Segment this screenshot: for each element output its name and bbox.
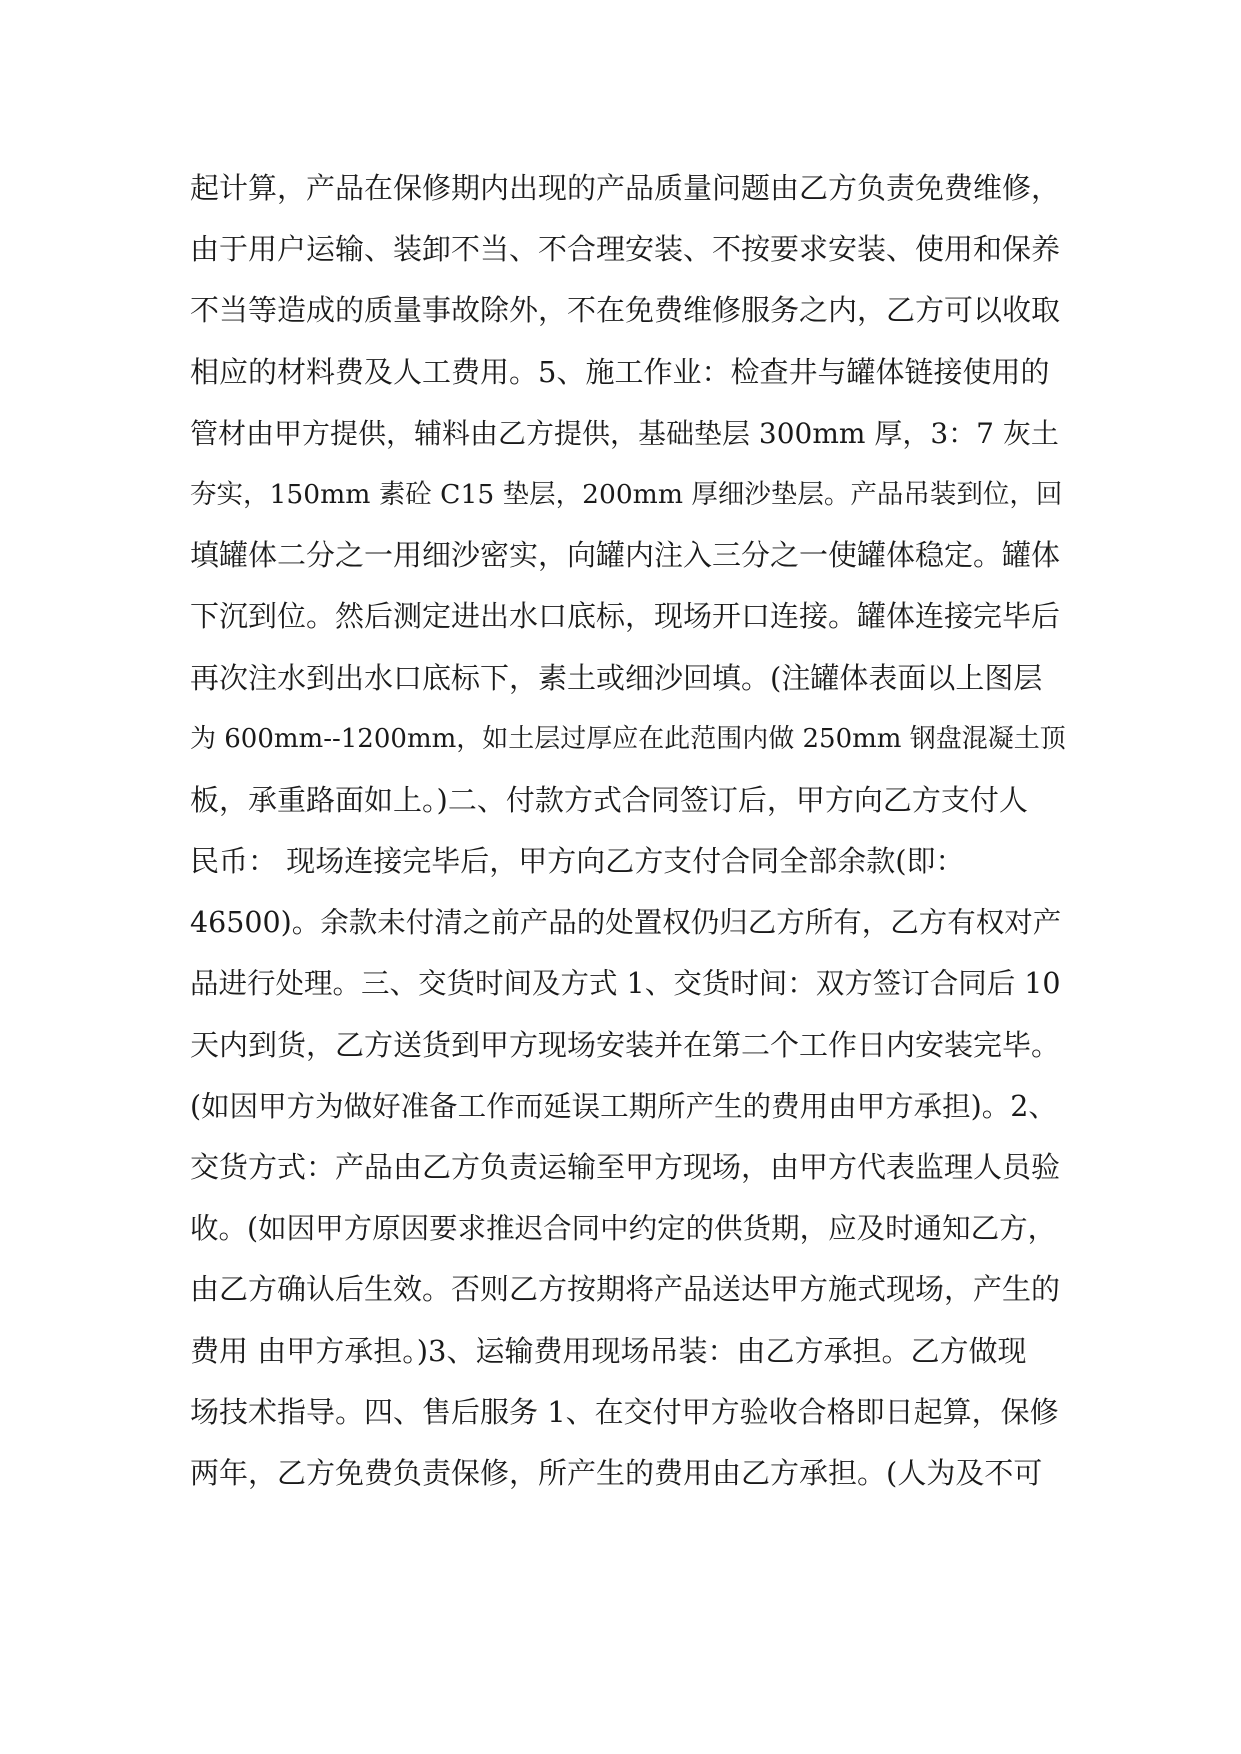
text-line: 品进行处理。三、交货时间及方式 1、交货时间：双方签订合同后 10 xyxy=(190,967,1061,1001)
text-line: 夯实，150mm 素砼 C15 垫层，200mm 厚细沙垫层。产品吊装到位，回 xyxy=(190,478,1063,510)
text-line: 民币： 现场连接完毕后，甲方向乙方支付合同全部余款(即： xyxy=(190,844,965,879)
text-line: 交货方式：产品由乙方负责运输至甲方现场，由甲方代表监理人员验 xyxy=(190,1150,1061,1184)
text-line: 费用 由甲方承担。)3、运输费用现场吊装：由乙方承担。乙方做现 xyxy=(190,1333,1027,1368)
text-line: 相应的材料费及人工费用。5、施工作业：检查井与罐体链接使用的 xyxy=(190,354,1050,389)
text-line: 不当等造成的质量事故除外，不在免费维修服务之内，乙方可以收取 xyxy=(190,293,1061,328)
text-line: 由乙方确认后生效。否则乙方按期将产品送达甲方施式现场，产生的 xyxy=(190,1272,1061,1307)
text-line: (如因甲方为做好准备工作而延误工期所产生的费用由甲方承担)。2、 xyxy=(190,1089,1057,1123)
text-line: 板，承重路面如上。)二、付款方式合同签订后，甲方向乙方支付人 xyxy=(190,782,1028,817)
text-line: 两年，乙方免费负责保修，所产生的费用由乙方承担。(人为及不可 xyxy=(190,1455,1043,1490)
text-line: 再次注水到出水口底标下，素土或细沙回填。(注罐体表面以上图层 xyxy=(190,660,1043,695)
text-line: 天内到货，乙方送货到甲方现场安装并在第二个工作日内安装完毕。 xyxy=(190,1027,1061,1062)
text-line: 填罐体二分之一用细沙密实，向罐内注入三分之一使罐体稳定。罐体 xyxy=(190,538,1061,573)
contract-body-text xyxy=(190,158,1070,1504)
text-line: 46500)。余款未付清之前产品的处置权仍归乙方所有，乙方有权对产 xyxy=(190,906,1062,940)
text-line: 场技术指导。四、售后服务 1、在交付甲方验收合格即日起算，保修 xyxy=(190,1394,1059,1429)
text-line: 下沉到位。然后测定进出水口底标，现场开口连接。罐体连接完毕后 xyxy=(190,599,1061,634)
text-line: 由于用户运输、装卸不当、不合理安装、不按要求安装、使用和保养 xyxy=(190,232,1061,267)
text-line: 收。(如因甲方原因要求推迟合同中约定的供货期，应及时通知乙方， xyxy=(190,1212,1057,1246)
text-line: 为 600mm--1200mm，如土层过厚应在此范围内做 250mm 钢盘混凝土顶 xyxy=(190,723,1066,754)
text-line: 管材由甲方提供，辅料由乙方提供，基础垫层 300mm 厚，3：7 灰土 xyxy=(190,416,1059,450)
text-line: 起计算，产品在保修期内出现的产品质量问题由乙方负责免费维修， xyxy=(190,171,1061,205)
